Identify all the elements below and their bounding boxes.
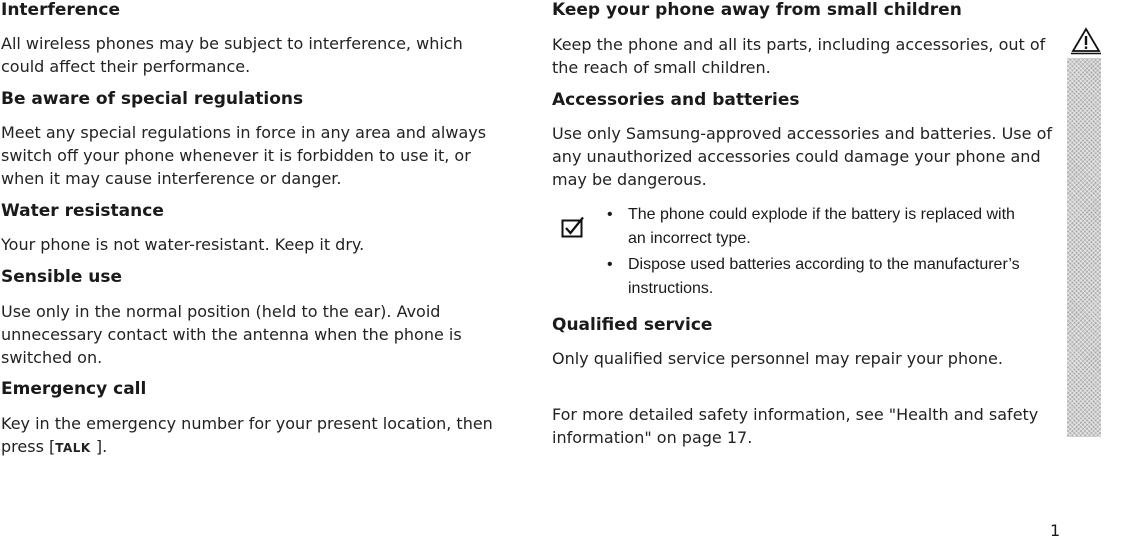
section-thumb-tab	[1067, 58, 1101, 437]
children-text: Keep the phone and all its parts, including accessories, out of the reach of small children.	[552, 35, 1046, 77]
accessories-text: Use only Samsung-approved accessories and batteries. Use of any unauthorized accessories could damage your phone and may be dangerous.	[552, 124, 1052, 189]
interference-text: All wireless phones may be subject to interference, which could affect their performance.	[1, 34, 463, 76]
emergency-call-heading: Emergency call	[1, 379, 147, 399]
qualified-service-text: Only qualified service personnel may repair your phone.	[552, 349, 1003, 368]
emergency-call-text	[1, 412, 511, 460]
emergency-text-before: Key in the emergency number for your present location, then press [	[1, 414, 493, 456]
accessories-heading: Accessories and batteries	[552, 90, 800, 110]
page-number: 1	[1050, 521, 1061, 540]
warning-triangle-icon	[1071, 27, 1101, 55]
regulations-text: Meet any special regulations in force in any area and always switch off your phone whenever it is forbidden to use it, or when it may cause interference or danger.	[1, 123, 487, 188]
children-heading: Keep your phone away from small children	[552, 0, 962, 20]
water-resistance-text: Your phone is not water-resistant. Keep it dry.	[1, 235, 365, 254]
battery-notes-list	[602, 203, 1022, 303]
interference-heading: Interference	[1, 0, 121, 20]
battery-note-item: • Dispose used batteries according to the manufacturer’s instructions.	[602, 253, 1022, 301]
qualified-service-heading: Qualified service	[552, 315, 713, 335]
battery-note-item: • The phone could explode if the battery is replaced with an incorrect type.	[602, 203, 1022, 251]
water-resistance-heading: Water resistance	[1, 201, 164, 221]
sensible-use-heading: Sensible use	[1, 267, 123, 287]
emergency-text-after: ].	[90, 437, 108, 456]
sensible-use-text: Use only in the normal position (held to the ear). Avoid unnecessary contact with the antenna when the phone is switched on.	[1, 302, 462, 367]
more-info-text: For more detailed safety information, see "Health and safety information" on page 17.	[552, 405, 1039, 447]
talk-key-label: TALK	[55, 441, 91, 455]
checkmark-note-icon	[561, 216, 585, 238]
regulations-heading: Be aware of special regulations	[1, 89, 304, 109]
